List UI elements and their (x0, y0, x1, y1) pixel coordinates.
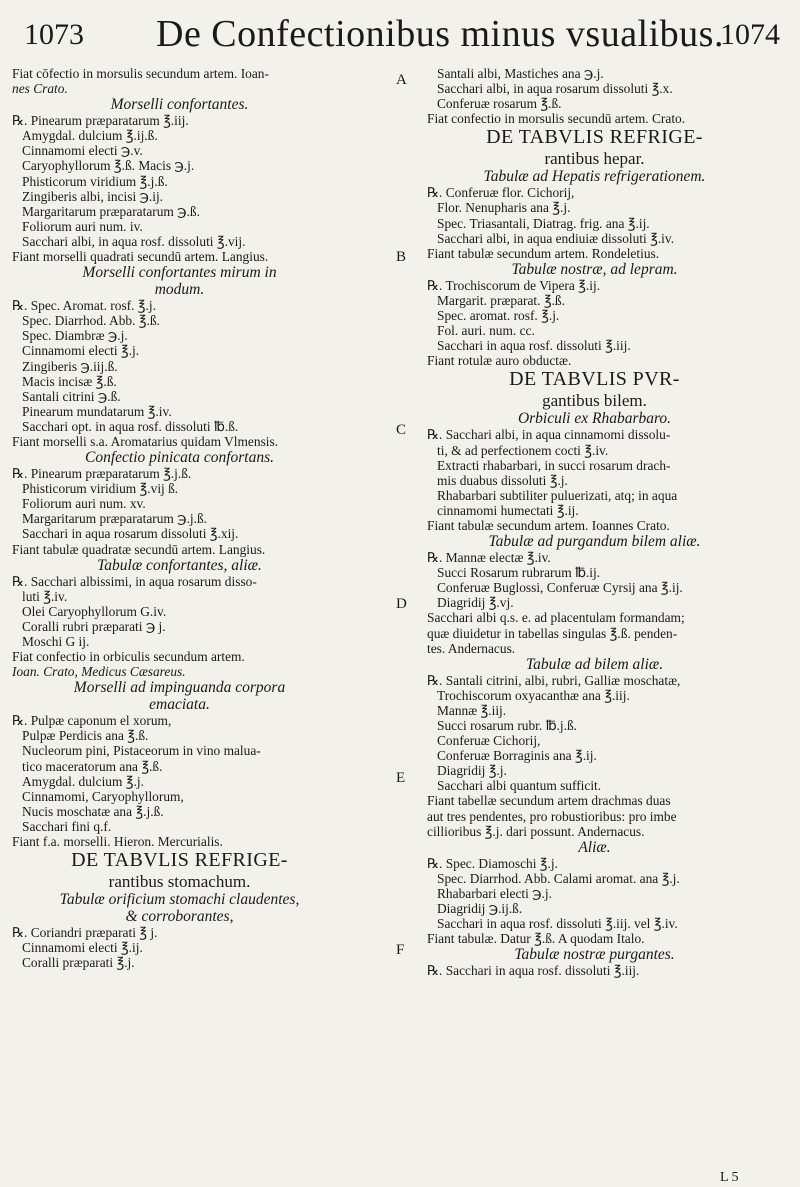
text-line: Tabulæ nostræ purgantes. (514, 946, 675, 964)
text-line: Fiat confectio in morsulis secundū artem. Crato. (427, 111, 686, 127)
text-line: nes Crato. (12, 81, 68, 97)
text-line: Sacchari in aqua rosf. dissoluti ℥.iij. vel ℥.iv. (437, 916, 678, 932)
margin-letter-e: E (396, 770, 406, 786)
text-line: Morselli ad impinguanda corpora (73, 679, 286, 697)
text-line: ℞. Pulpæ caponum el xorum, (12, 713, 172, 729)
signature-mark: L 5 (720, 1170, 739, 1185)
text-line: Fiant tabulæ secundum artem. Rondeletius. (427, 245, 660, 261)
text-line: emaciata. (149, 696, 210, 714)
text-line: Fiant rotulæ auro obductæ. (427, 353, 572, 369)
text-line: Rhabarbari subtiliter puluerizati, atq; in aqua (437, 487, 678, 503)
text-line: Diagridij ℥.vj. (437, 595, 514, 611)
margin-letter-b: B (396, 249, 407, 265)
text-line: gantibus bilem. (542, 391, 647, 411)
text-line: Spec. Triasantali, Diatrag. frig. ana ℥.ij. (437, 215, 650, 231)
text-line: Morselli confortantes. (110, 96, 249, 114)
text-line: Morselli confortantes mirum in (82, 264, 277, 282)
right-text-column (427, 66, 762, 978)
text-line: Margarit. præparat. ℥.ß. (437, 292, 565, 308)
text-line: cillioribus ℥.j. dari possunt. Andernacus. (427, 823, 645, 839)
text-line: Macis incisæ ℥.ß. (22, 373, 117, 389)
text-line: Tabulæ ad purgandum bilem aliæ. (488, 533, 701, 551)
text-line: Sacchari in aqua rosarum dissoluti ℥.xij. (22, 526, 239, 542)
text-line: Olei Caryophyllorum G.iv. (22, 603, 167, 619)
text-line: ℞. Sacchari albi, in aqua cinnamomi dissolu- (427, 427, 671, 443)
text-line: Confectio pinicata confortans. (85, 449, 274, 467)
margin-letter-f: F (396, 942, 405, 958)
text-line: Sacchari fini q.f. (22, 818, 112, 834)
text-line: Fiant tabellæ secundum artem drachmas duas (427, 793, 671, 809)
running-title: De Confectionibus minus vsualibus. (156, 13, 724, 55)
text-line: Coralli rubri præparati ℈ j. (22, 618, 166, 634)
text-line: Nucis moschatæ ana ℥.j.ß. (22, 803, 164, 819)
text-line: rantibus hepar. (544, 149, 645, 169)
text-line: Flor. Nenupharis ana ℥.j. (437, 200, 571, 216)
text-line: Fiant tabulæ quadratæ secundū artem. Langius. (12, 541, 266, 557)
text-line: ℞. Trochiscorum de Vipera ℥.ij. (427, 277, 601, 293)
text-line: Fiant tabulæ secundum artem. Ioannes Crato. (427, 517, 670, 533)
text-line: Fiat cōfectio in morsulis secundum artem. Ioan- (12, 66, 269, 81)
text-line: Fiat confectio in orbiculis secundum artem. (12, 649, 245, 665)
text-line: tes. Andernacus. (427, 640, 516, 656)
text-line: Fol. auri. num. cc. (437, 323, 535, 339)
text-line: Cinnamomi electi ℥.ij. (22, 940, 143, 956)
right-page-number: 1074 (720, 18, 780, 51)
text-line: Margaritarum præparatarum ℈.j.ß. (22, 511, 207, 527)
margin-letter-d: D (396, 596, 407, 612)
text-line: Cinnamomi electi ℈.v. (22, 143, 143, 159)
text-line: ℞. Santali citrini, albi, rubri, Galliæ moschatæ, (427, 672, 681, 688)
text-line: Conferuæ Borraginis ana ℥.ij. (437, 748, 597, 764)
text-line: Spec. Diarrhod. Abb. ℥.ß. (22, 313, 160, 329)
text-line: Coralli præparati ℥.j. (22, 955, 135, 971)
text-line: Amygdal. dulcium ℥.j. (22, 773, 144, 789)
text-line: luti ℥.iv. (22, 588, 68, 604)
text-line: Conferuæ Cichorij, (437, 733, 541, 749)
text-line: Fiant morselli quadrati secundū artem. Langius. (12, 249, 269, 265)
text-line: Santali citrini ℈.ß. (22, 388, 121, 404)
text-line: Pulpæ Perdicis ana ℥.ß. (22, 728, 149, 744)
text-line: Moschi G ij. (22, 634, 90, 649)
text-line: ℞. Mannæ electæ ℥.iv. (427, 550, 551, 566)
text-line: Conferuæ Buglossi, Conferuæ Cyrsij ana ℥.ij. (437, 580, 683, 596)
text-line: DE TABVLIS REFRIGE- (71, 849, 288, 872)
text-line: Fiant tabulæ. Datur ℥.ß. A quodam Italo. (427, 931, 645, 947)
text-line: Sacchari albi q.s. e. ad placentulam formandam; (427, 610, 685, 626)
text-line: Rhabarbari electi ℈.j. (437, 885, 552, 901)
text-line: ℞. Coriandri præparati ℥ j. (12, 925, 158, 941)
text-line: Sacchari albi, in aqua rosarum dissoluti ℥.x. (437, 81, 673, 97)
text-line: Spec. Diarrhod. Abb. Calami aromat. ana ℥.j. (437, 870, 680, 886)
text-line: Spec. aromat. rosf. ℥.j. (437, 308, 560, 324)
text-line: Santali albi, Mastiches ana ℈.j. (437, 66, 604, 81)
text-line: Spec. Diambræ ℈.j. (22, 328, 128, 344)
text-line: Tabulæ nostræ, ad lepram. (511, 260, 678, 278)
left-text-column (12, 66, 347, 970)
text-line: Diagridij ℈.ij.ß. (437, 901, 523, 917)
text-line: Conferuæ rosarum ℥.ß. (437, 96, 562, 112)
text-line: mis duabus dissoluti ℥.j. (437, 472, 568, 488)
text-line: Trochiscorum oxyacanthæ ana ℥.iij. (437, 687, 630, 703)
text-line: DE TABVLIS PVR- (509, 368, 680, 391)
text-line: Margaritarum præparatarum ℈.ß. (22, 203, 200, 219)
text-line: Phisticorum viridium ℥.vij ß. (22, 481, 179, 497)
text-line: modum. (154, 281, 205, 299)
text-line: ti, & ad perfectionem cocti ℥.iv. (437, 442, 609, 458)
margin-letter-a: A (396, 72, 407, 88)
text-line: Tabulæ confortantes, aliæ. (97, 556, 262, 574)
text-line: Sacchari albi quantum sufficit. (437, 778, 602, 794)
text-line: ℞. Spec. Diamoschi ℥.j. (427, 855, 558, 871)
text-line: DE TABVLIS REFRIGE- (486, 126, 703, 149)
text-line: Succi rosarum rubr. ℔.j.ß. (437, 718, 577, 733)
text-line: Nucleorum pini, Pistaceorum in vino malua- (22, 743, 261, 759)
text-line: Tabulæ ad Hepatis refrigerationem. (483, 168, 706, 186)
text-line: ℞. Pinearum præparatarum ℥.iij. (12, 113, 189, 129)
text-line: aut tres pendentes, pro robustioribus: pro imbe (427, 808, 677, 824)
text-line: Foliorum auri num. iv. (22, 218, 143, 234)
text-line: Zingiberis albi, incisi ℈.ij. (22, 188, 164, 204)
text-line: & corroborantes, (125, 908, 234, 926)
left-page-number: 1073 (24, 18, 84, 51)
text-line: Extracti rhabarbari, in succi rosarum drach- (437, 457, 671, 473)
text-line: Phisticorum viridium ℥.j.ß. (22, 173, 168, 189)
text-line: tico maceratorum ana ℥.ß. (22, 758, 163, 774)
text-line: Diagridij ℥.j. (437, 763, 507, 779)
text-line: ℞. Sacchari albissimi, in aqua rosarum disso- (12, 573, 257, 589)
text-line: Amygdal. dulcium ℥.ij.ß. (22, 128, 158, 144)
text-line: quæ diuidetur in tabellas singulas ℥.ß. penden- (427, 625, 678, 641)
text-line: Caryophyllorum ℥.ß. Macis ℈.j. (22, 158, 195, 174)
margin-letter-c: C (396, 422, 407, 438)
text-line: ℞. Conferuæ flor. Cichorij, (427, 185, 575, 201)
text-line: ℞. Pinearum præparatarum ℥.j.ß. (12, 466, 192, 482)
text-line: Pinearum mundatarum ℥.iv. (22, 403, 172, 419)
text-line: ℞. Sacchari in aqua rosf. dissoluti ℥.iij. (427, 963, 640, 979)
text-line: Succi Rosarum rubrarum ℔.ij. (437, 565, 601, 581)
text-line: Fiant morselli s.a. Aromatarius quidam Vlmensis. (12, 433, 279, 449)
text-line: Sacchari in aqua rosf. dissoluti ℥.iij. (437, 338, 631, 354)
text-line: rantibus stomachum. (108, 872, 251, 892)
text-line: Tabulæ orificium stomachi claudentes, (59, 891, 300, 909)
text-line: Orbiculi ex Rhabarbaro. (517, 410, 672, 428)
text-line: Zingiberis ℈.iij.ß. (22, 358, 118, 374)
page-header (24, 4, 780, 64)
text-line: ℞. Spec. Aromat. rosf. ℥.j. (12, 298, 156, 314)
text-line: Foliorum auri num. xv. (22, 496, 146, 512)
text-line: Sacchari opt. in aqua rosf. dissoluti ℔.ß. (22, 418, 239, 434)
text-line: Sacchari albi, in aqua rosf. dissoluti ℥.vij. (22, 233, 246, 249)
text-line: Fiant f.a. morselli. Hieron. Mercurialis. (12, 834, 223, 850)
text-line: Sacchari albi, in aqua endiuiæ dissoluti ℥.iv. (437, 230, 675, 246)
text-line: Aliæ. (578, 838, 611, 856)
text-line: Cinnamomi, Caryophyllorum, (22, 788, 184, 804)
text-line: Tabulæ ad bilem aliæ. (525, 655, 664, 673)
text-line: cinnamomi humectati ℥.ij. (437, 502, 579, 518)
text-line: Mannæ ℥.iij. (437, 702, 507, 718)
text-line: Ioan. Crato, Medicus Cæsareus. (12, 664, 186, 680)
text-line: Cinnamomi electi ℥.j. (22, 343, 140, 359)
